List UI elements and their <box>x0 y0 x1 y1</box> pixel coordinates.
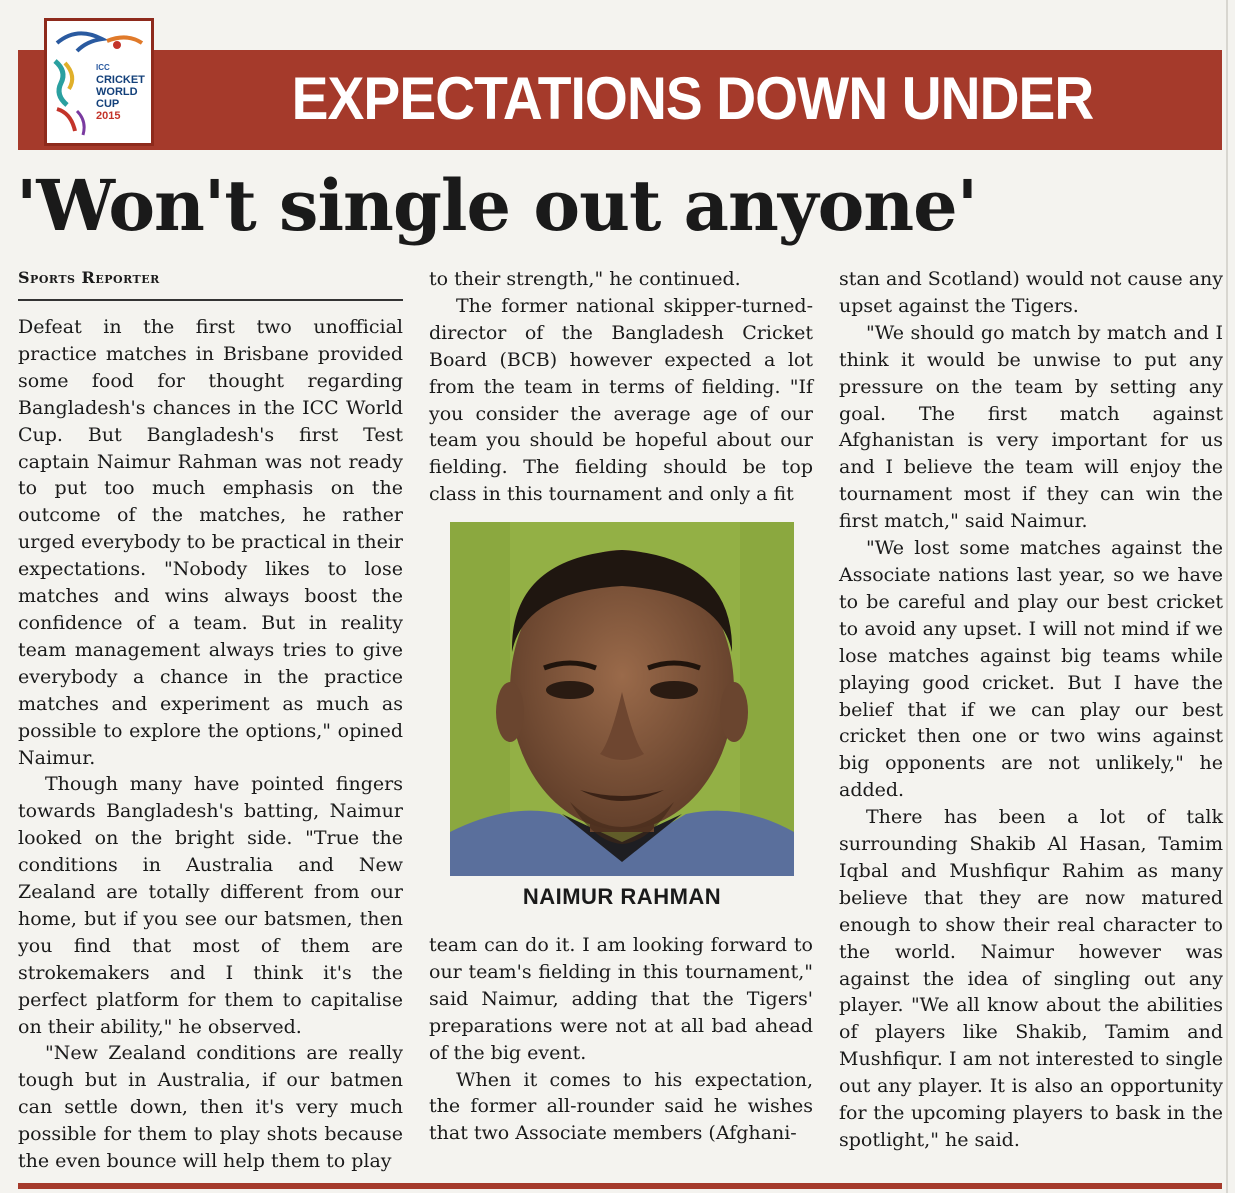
logo-icc: ICC <box>96 63 110 72</box>
logo-cup: CUP <box>96 98 120 110</box>
paragraph: to their strength," he continued. <box>429 268 741 290</box>
section-banner <box>18 50 1222 150</box>
paragraph: Defeat in the first two unofficial practice matches in Brisbane provided some food for thought regarding Bangladesh's chances in the ICC World Cup. But Bangladesh's first Test captain Naimur Rahman was not ready to put too much emphasis on the outcome of the matches, he rather urged everybody to be practical in their expectations. "Nobody likes to lose matches and wins always boost the confidence of a team. But in reality team management always tries to give everybody a chance in the practice matches and experiment as much as possible to explore the options," opined Naimur. <box>18 316 403 769</box>
byline-divider <box>18 299 403 301</box>
page-edge <box>1226 0 1228 1193</box>
photo-caption: NAIMUR RAHMAN <box>522 884 722 909</box>
column-1 <box>18 314 403 1175</box>
column-3 <box>839 266 1223 1154</box>
paragraph: "New Zealand conditions are really tough but in Australia, if our batmen can settle down, then it's very much possible for them to play shots because the even bounce will help them to play <box>18 1042 403 1173</box>
portrait-illustration <box>450 522 794 876</box>
paragraph: The former national skipper-turned-director of the Bangladesh Cricket Board (BCB) however expected a lot from the team in terms of fielding. "If you consider the average age of our team you should be hopeful about our fielding. The fielding should be top class in this tournament and only a fit <box>429 294 813 506</box>
section-title: EXPECTATIONS DOWN UNDER <box>291 65 1094 132</box>
portrait-photo <box>450 522 794 876</box>
paragraph: There has been a lot of talk surrounding Shakib Al Hasan, Tamim Iqbal and Mushfiqur Rahim as many believe that they are now matured enough to show their real character to the world. Naimur however was against the idea of singling out any player. "We all know about the abilities of players like Shakib, Tamim and Mushfiqur. I am not interested to single out any player. It is also an opportunity for the upcoming players to bask in the spotlight," he said. <box>839 806 1223 1151</box>
byline: Sports Reporter <box>18 268 160 287</box>
paragraph: Though many have pointed fingers towards Bangladesh's batting, Naimur looked on the bright side. "True the conditions in Australia and New Zealand are totally different from our home, but if you see our batsmen, then you find that most of them are strokemakers and I think it's the perfect platform for them to capitalise on their ability," he observed. <box>18 773 403 1038</box>
paragraph: team can do it. I am looking forward to our team's fielding in this tournament," said Naimur, adding that the Tigers' preparations were not at all bad ahead of the big event. <box>429 934 813 1064</box>
bottom-divider <box>18 1183 1222 1189</box>
paragraph: "We should go match by match and I think it would be unwise to put any pressure on the team by setting any goal. The first match against Afghanistan is very important for us and I believe the team will enjoy the tournament most if they can win the first match," said Naimur. <box>839 321 1223 533</box>
paragraph: "We lost some matches against the Associate nations last year, so we have to be careful and play our best cricket to avoid any upset. I will not mind if we lose matches against big teams while playing good cricket. But I have the belief that if we can play our best cricket then one or two wins against big opponents are not unlikely," he added. <box>839 537 1223 802</box>
logo-world: WORLD <box>96 86 138 98</box>
column-2-top <box>429 266 813 508</box>
paragraph: When it comes to his expectation, the former all-rounder said he wishes that two Associate members (Afghani- <box>429 1068 813 1145</box>
paragraph: stan and Scotland) would not cause any upset against the Tigers. <box>839 268 1223 317</box>
logo-cricket: CRICKET <box>96 74 145 86</box>
logo-year: 2015 <box>96 110 121 122</box>
headline: 'Won't single out anyone' <box>16 164 978 247</box>
logo-text <box>96 62 145 122</box>
column-2-bottom <box>429 932 813 1147</box>
